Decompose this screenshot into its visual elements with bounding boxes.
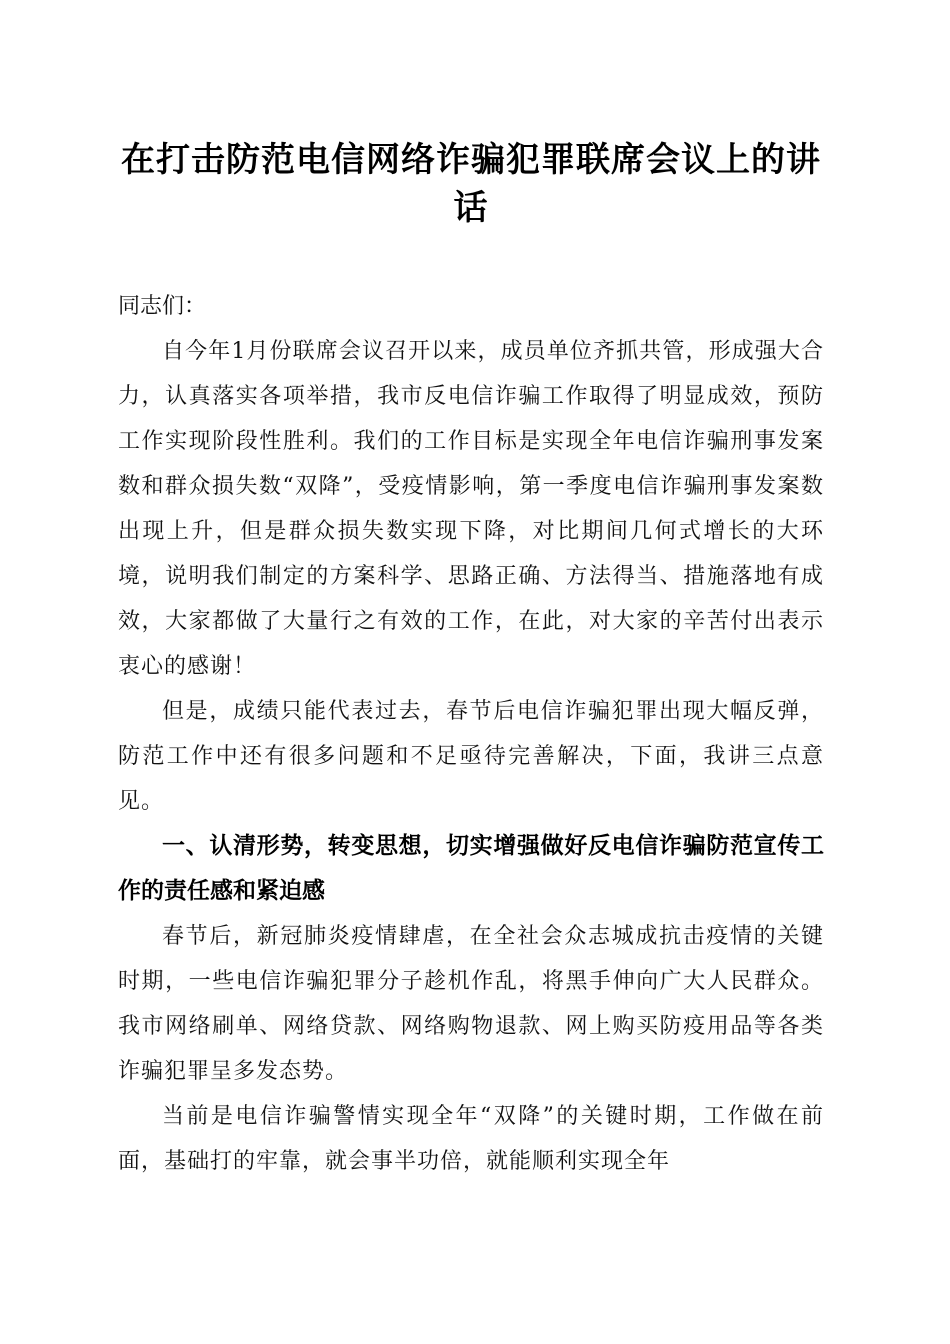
document-page [118, 0, 824, 1184]
section1-paragraph-1: 春节后，新冠肺炎疫情肆虐，在全社会众志城成抗击疫情的关键时期，一些电信诈骗犯罪分子趁机作乱，将黑手伸向广大人民群众。我市网络刷单、网络贷款、网络购物退款、网上购买防疫用品等各类诈骗犯罪呈多发态势。 [118, 924, 824, 1084]
salutation: 同志们： [118, 294, 207, 319]
intro-paragraph-1: 自今年1月份联席会议召开以来，成员单位齐抓共管，形成强大合力，认真落实各项举措，我市反电信诈骗工作取得了明显成效，预防工作实现阶段性胜利。我们的工作目标是实现全年电信诈骗刑事发案数和群众损失数“双降”，受疫情影响，第一季度电信诈骗刑事发案数出现上升，但是群众损失数实现下降，对比期间几何式增长的大环境，说明我们制定的方案科学、思路正确、方法得当、措施落地有成效，大家都做了大量行之有效的工作，在此，对大家的辛苦付出表示衷心的感谢！ [118, 339, 824, 679]
section1-paragraph-2: 当前是电信诈骗警情实现全年“双降”的关键时期，工作做在前面，基础打的牢靠，就会事半功倍，就能顺利实现全年 [118, 1104, 824, 1174]
section-heading-1: 一、认清形势，转变思想，切实增强做好反电信诈骗防范宣传工作的责任感和紧迫感 [118, 833, 824, 904]
page-title: 在打击防范电信网络诈骗犯罪联席会议上的讲话 [121, 140, 821, 228]
intro-paragraph-2: 但是，成绩只能代表过去，春节后电信诈骗犯罪出现大幅反弹，防范工作中还有很多问题和不足亟待完善解决，下面，我讲三点意见。 [118, 699, 824, 814]
